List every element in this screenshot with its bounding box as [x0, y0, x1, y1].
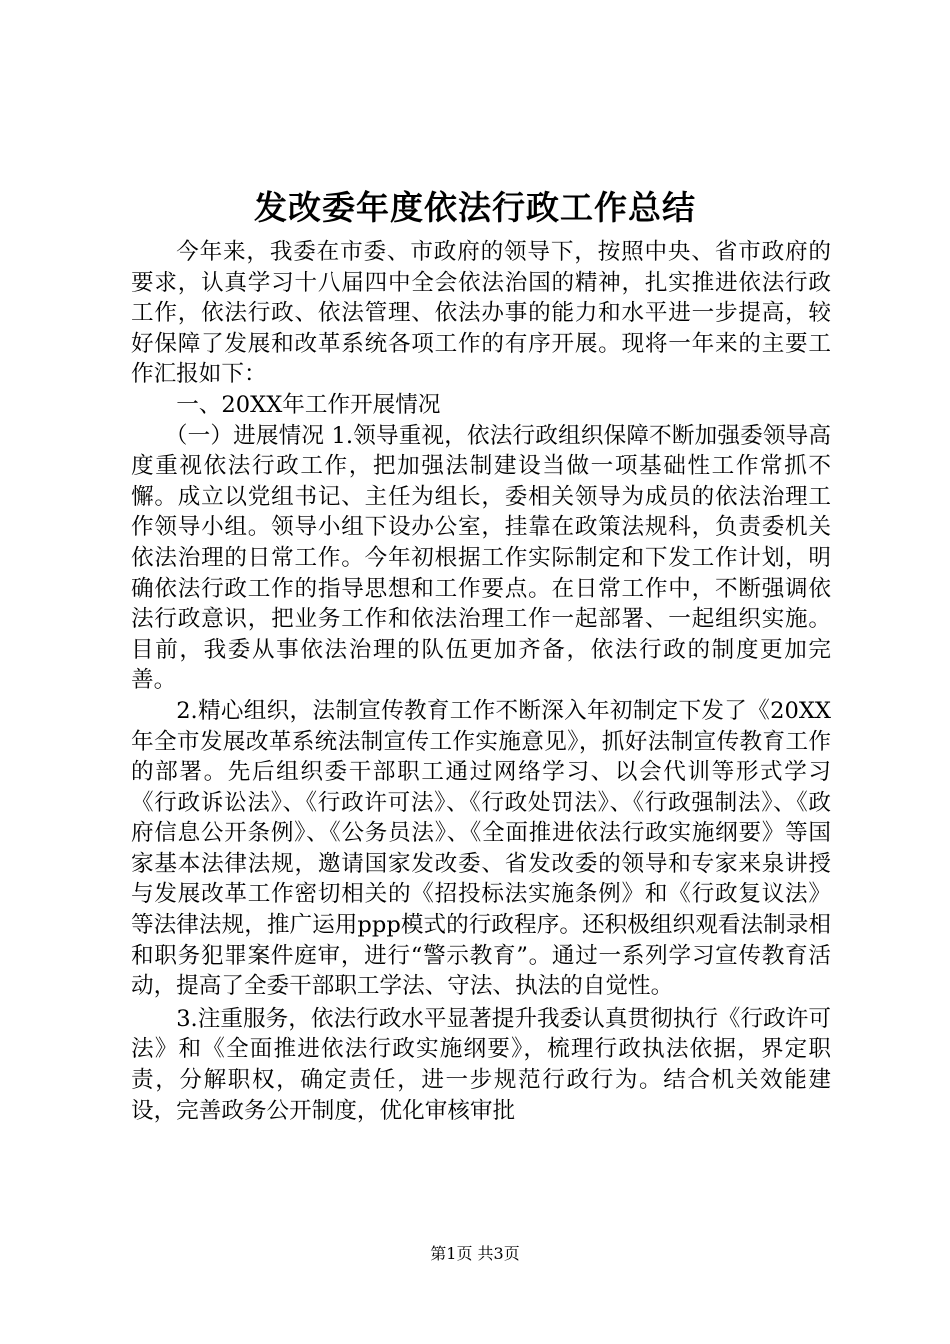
paragraph-legal-education: 2.精心组织，法制宣传教育工作不断深入年初制定下发了《20XX年全市发展改革系统法制宣传工作实施意见》，抓好法制宣传教育工作的部署。先后组织委干部职工通过网络学习、以会代训等形式学习《行政诉讼法》、《行政许可法》、《行政处罚法》、《行政强制法》、《政府信息公开条例》、《公务员法》、《全面推进依法行政实施纲要》等国家基本法律法规，邀请国家发改委、省发改委的领导和专家来泉讲授与发展改革工作密切相关的《招投标法实施条例》和《行政复议法》等法律法规，推广运用ppp模式的行政程序。还积极组织观看法制录相和职务犯罪案件庭审，进行“警示教育”。通过一系列学习宣传教育活动，提高了全委干部职工学法、守法、执法的自觉性。 [131, 697, 831, 1000]
document-body [131, 237, 831, 1126]
paragraph-service: 3.注重服务，依法行政水平显著提升我委认真贯彻执行《行政许可法》和《全面推进依法行政实施纲要》，梳理行政执法依据，界定职责，分解职权，确定责任，进一步规范行政行为。结合机关效能建设，完善政务公开制度，优化审核审批 [131, 1005, 831, 1124]
paragraph-progress: （一）进展情况 1.领导重视，依法行政组织保障不断加强委领导高度重视依法行政工作，把加强法制建设当做一项基础性工作常抓不懈。成立以党组书记、主任为组长，委相关领导为成员的依法治理工作领导小组。领导小组下设办公室，挂靠在政策法规科，负责委机关依法治理的日常工作。今年初根据工作实际制定和下发工作计划，明确依法行政工作的指导思想和工作要点。在日常工作中，不断强调依法行政意识，把业务工作和依法治理工作一起部署、一起组织实施。目前，我委从事依法治理的队伍更加齐备，依法行政的制度更加完善。 [131, 422, 831, 694]
document-title: 发改委年度依法行政工作总结 [254, 188, 696, 227]
section-heading: 一、20XX年工作开展情况 [176, 391, 441, 418]
paragraph-intro: 今年来，我委在市委、市政府的领导下，按照中央、省市政府的要求，认真学习十八届四中全会依法治国的精神，扎实推进依法行政工作，依法行政、依法管理、依法办事的能力和水平进一步提高，较好保障了发展和改革系统各项工作的有序开展。现将一年来的主要工作汇报如下： [131, 239, 831, 388]
page-number-footer: 第1页 共3页 [430, 1244, 520, 1263]
